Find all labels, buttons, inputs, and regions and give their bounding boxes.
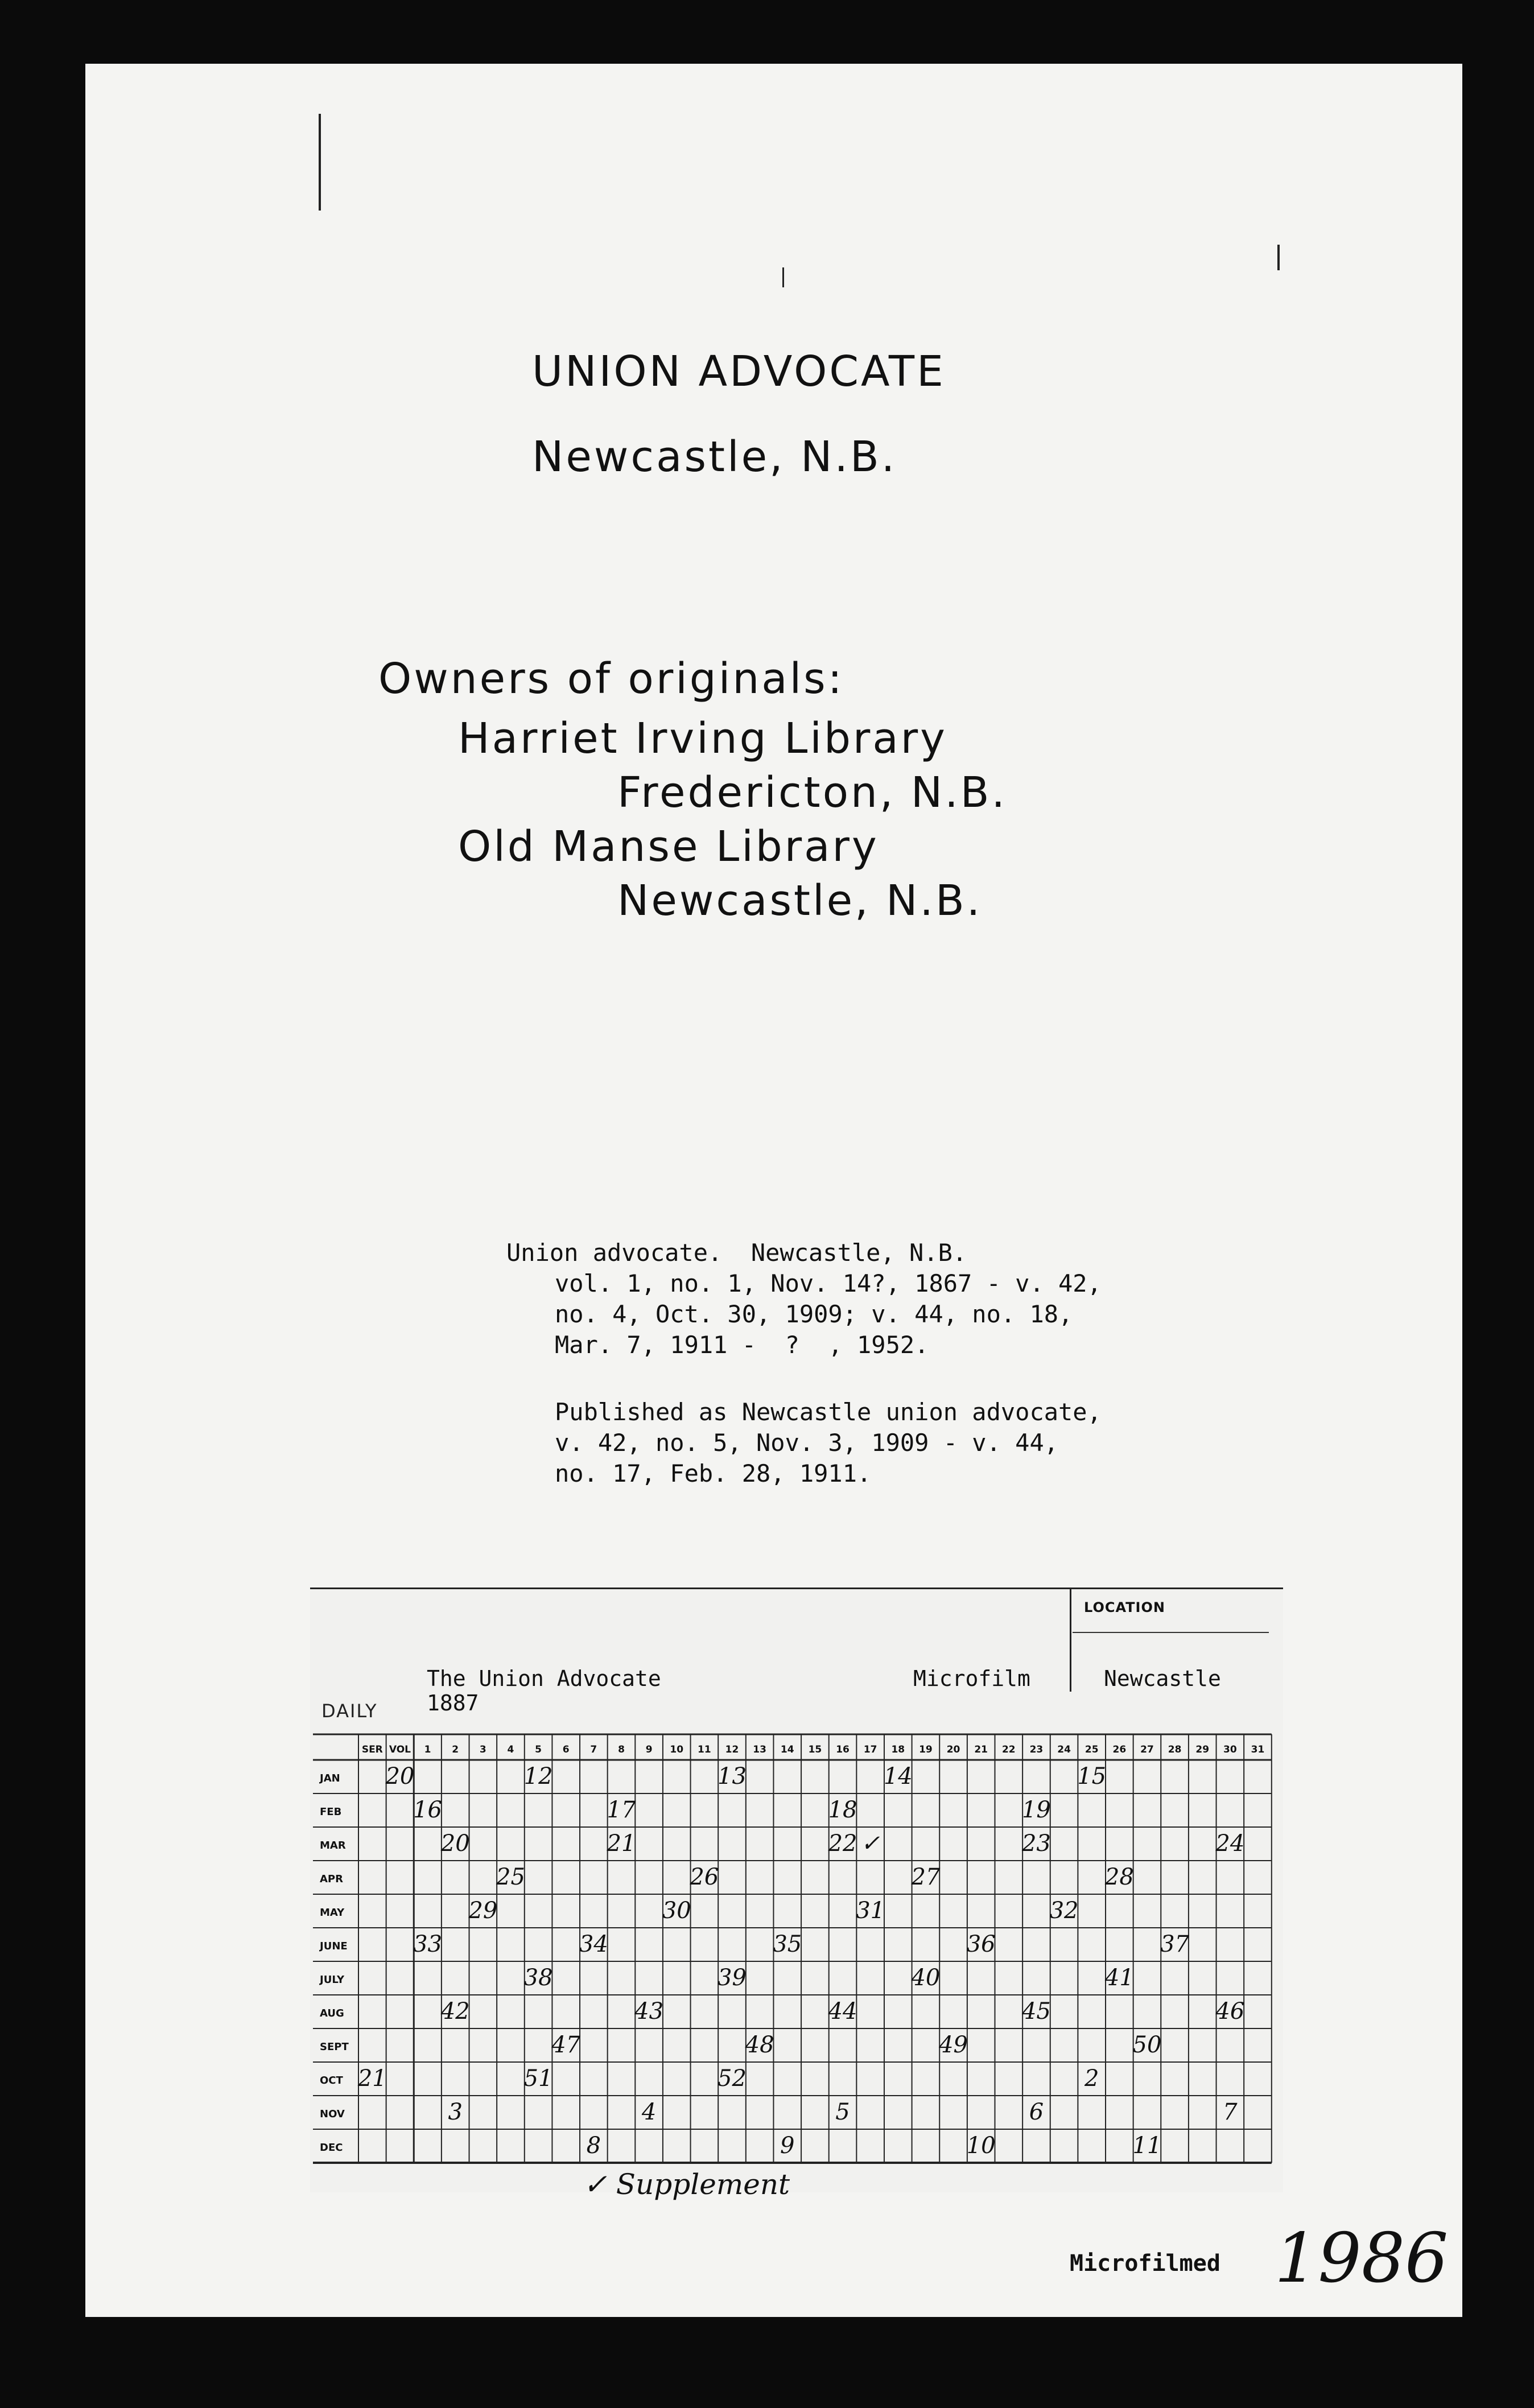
owner-line-4: Newcastle, N.B. <box>617 876 983 925</box>
month-label: MAY <box>320 1907 345 1919</box>
column-header: 9 <box>645 1744 653 1755</box>
catalog-line-3: no. 4, Oct. 30, 1909; v. 44, no. 18, <box>555 1300 1073 1328</box>
issue-number: 31 <box>856 1898 885 1924</box>
issue-number: 5 <box>835 2099 850 2125</box>
issue-number: 36 <box>966 1931 996 1957</box>
issue-number: 3 <box>448 2099 463 2125</box>
issue-number: 37 <box>1160 1931 1190 1957</box>
issue-number: 43 <box>634 1998 664 2024</box>
month-label: MAR <box>320 1840 346 1852</box>
issue-number: 48 <box>745 2032 774 2058</box>
column-header: 2 <box>452 1744 459 1755</box>
issue-number: 35 <box>773 1931 802 1957</box>
issue-number: 47 <box>551 2032 581 2058</box>
issue-number: 12 <box>523 1763 553 1789</box>
card-frequency: DAILY <box>321 1700 378 1722</box>
column-header: 6 <box>562 1744 570 1755</box>
issue-number: 2 <box>1084 2065 1099 2092</box>
issue-number: 19 <box>1021 1797 1051 1823</box>
published-line-3: no. 17, Feb. 28, 1911. <box>555 1459 872 1487</box>
catalog-line-2: vol. 1, no. 1, Nov. 14?, 1867 - v. 42, <box>555 1269 1102 1297</box>
issue-number: 23 <box>1021 1830 1051 1857</box>
catalog-line-1: Union advocate. Newcastle, N.B. <box>506 1239 967 1267</box>
card-year: 1887 <box>427 1690 479 1716</box>
issue-grid <box>310 1589 1283 2192</box>
issue-number: 13 <box>717 1763 747 1789</box>
month-label: FEB <box>320 1806 342 1818</box>
issue-number: 25 <box>496 1864 525 1890</box>
issue-number: 52 <box>717 2065 747 2092</box>
published-line-1: Published as Newcastle union advocate, <box>555 1398 1102 1426</box>
issue-number: 21 <box>607 1830 636 1857</box>
column-header: 13 <box>753 1744 766 1755</box>
column-header: 10 <box>670 1744 684 1755</box>
issue-number: 38 <box>523 1965 553 1991</box>
column-header: 25 <box>1084 1744 1099 1755</box>
issue-number: 28 <box>1104 1864 1134 1890</box>
month-label: JUNE <box>320 1940 348 1952</box>
location-label: LOCATION <box>1084 1599 1165 1615</box>
column-header: 29 <box>1195 1744 1210 1755</box>
published-line-2: v. 42, no. 5, Nov. 3, 1909 - v. 44, <box>555 1429 1059 1457</box>
issue-number: 20 <box>385 1763 415 1789</box>
issue-number: 51 <box>523 2065 553 2092</box>
issue-number: 44 <box>828 1998 857 2024</box>
holdings-card <box>310 1588 1283 2192</box>
column-header: 1 <box>424 1744 431 1755</box>
column-header: 22 <box>1001 1744 1016 1755</box>
column-header: VOL <box>389 1744 411 1755</box>
issue-number: 34 <box>579 1931 608 1957</box>
column-header: 15 <box>808 1744 822 1755</box>
column-header: 27 <box>1140 1744 1154 1755</box>
column-header: 14 <box>780 1744 794 1755</box>
scan-mark <box>319 114 321 211</box>
newspaper-title: UNION ADVOCATE <box>532 347 946 396</box>
column-header: 4 <box>507 1744 514 1755</box>
issue-number: 49 <box>939 2032 968 2058</box>
issue-number: 21 <box>357 2065 387 2092</box>
column-header: SER <box>361 1744 383 1755</box>
scan-mark <box>1277 245 1280 270</box>
catalog-line-4: Mar. 7, 1911 - ? , 1952. <box>555 1331 929 1359</box>
issue-number: 7 <box>1223 2099 1238 2125</box>
month-label: APR <box>320 1873 343 1885</box>
issue-number: 26 <box>690 1864 719 1890</box>
issue-number: 14 <box>883 1763 913 1789</box>
issue-number: 6 <box>1029 2099 1044 2125</box>
issue-number: 16 <box>413 1797 443 1823</box>
issue-number: 30 <box>662 1898 691 1924</box>
month-label: NOV <box>320 2108 345 2120</box>
issue-number: 29 <box>468 1898 498 1924</box>
issue-number: 9 <box>780 2133 795 2159</box>
issue-number: 15 <box>1077 1763 1107 1789</box>
issue-number: 32 <box>1049 1898 1079 1924</box>
column-header: 16 <box>836 1744 850 1755</box>
issue-number: 24 <box>1215 1830 1245 1857</box>
column-header: 21 <box>974 1744 988 1755</box>
column-header: 19 <box>919 1744 933 1755</box>
card-format: Microfilm <box>913 1666 1030 1691</box>
column-header: 30 <box>1223 1744 1237 1755</box>
column-header: 31 <box>1251 1744 1265 1755</box>
microfilmed-label: Microfilmed <box>1070 2250 1220 2277</box>
issue-number: 10 <box>966 2133 996 2159</box>
issue-number: 4 <box>641 2099 657 2125</box>
issue-number: 11 <box>1132 2133 1162 2159</box>
issue-number: 45 <box>1021 1998 1051 2024</box>
owners-heading: Owners of originals: <box>378 654 844 703</box>
issue-number: 17 <box>607 1797 636 1823</box>
column-header: 28 <box>1168 1744 1182 1755</box>
column-header: 5 <box>535 1744 542 1755</box>
issue-number: 42 <box>440 1998 470 2024</box>
supplement-note: ✓ Supplement <box>583 2168 790 2201</box>
column-header: 20 <box>946 1744 960 1755</box>
column-header: 26 <box>1112 1744 1127 1755</box>
issue-number: 33 <box>413 1931 443 1957</box>
column-header: 18 <box>891 1744 905 1755</box>
month-label: AUG <box>320 2007 344 2019</box>
card-location: Newcastle <box>1104 1666 1221 1691</box>
microfilmed-year: 1986 <box>1275 2219 1449 2298</box>
issue-number: 46 <box>1215 1998 1245 2024</box>
column-header: 7 <box>590 1744 597 1755</box>
month-label: SEPT <box>320 2041 349 2053</box>
issue-number: 50 <box>1132 2032 1162 2058</box>
card-title: The Union Advocate <box>427 1666 661 1691</box>
issue-number: 27 <box>911 1864 941 1890</box>
column-header: 23 <box>1029 1744 1044 1755</box>
column-header: 17 <box>863 1744 877 1755</box>
column-header: 11 <box>698 1744 711 1755</box>
column-header: 12 <box>725 1744 739 1755</box>
issue-number: 40 <box>911 1965 941 1991</box>
owner-line-2: Fredericton, N.B. <box>617 768 1008 817</box>
issue-number: 20 <box>440 1830 470 1857</box>
owner-line-3: Old Manse Library <box>458 822 879 871</box>
issue-number: ✓ <box>860 1830 880 1857</box>
scan-mark <box>782 267 784 287</box>
issue-number: 18 <box>828 1797 857 1823</box>
issue-number: 41 <box>1104 1965 1134 1991</box>
column-header: 8 <box>618 1744 625 1755</box>
month-label: JULY <box>320 1974 345 1986</box>
column-header: 3 <box>479 1744 486 1755</box>
newspaper-place: Newcastle, N.B. <box>532 432 897 481</box>
issue-number: 39 <box>717 1965 747 1991</box>
owner-line-1: Harriet Irving Library <box>458 714 947 763</box>
month-label: OCT <box>320 2075 343 2087</box>
month-label: JAN <box>320 1772 340 1784</box>
column-header: 24 <box>1057 1744 1071 1755</box>
issue-number: 8 <box>586 2133 601 2159</box>
issue-number: 22 <box>828 1830 857 1857</box>
month-label: DEC <box>320 2142 343 2154</box>
